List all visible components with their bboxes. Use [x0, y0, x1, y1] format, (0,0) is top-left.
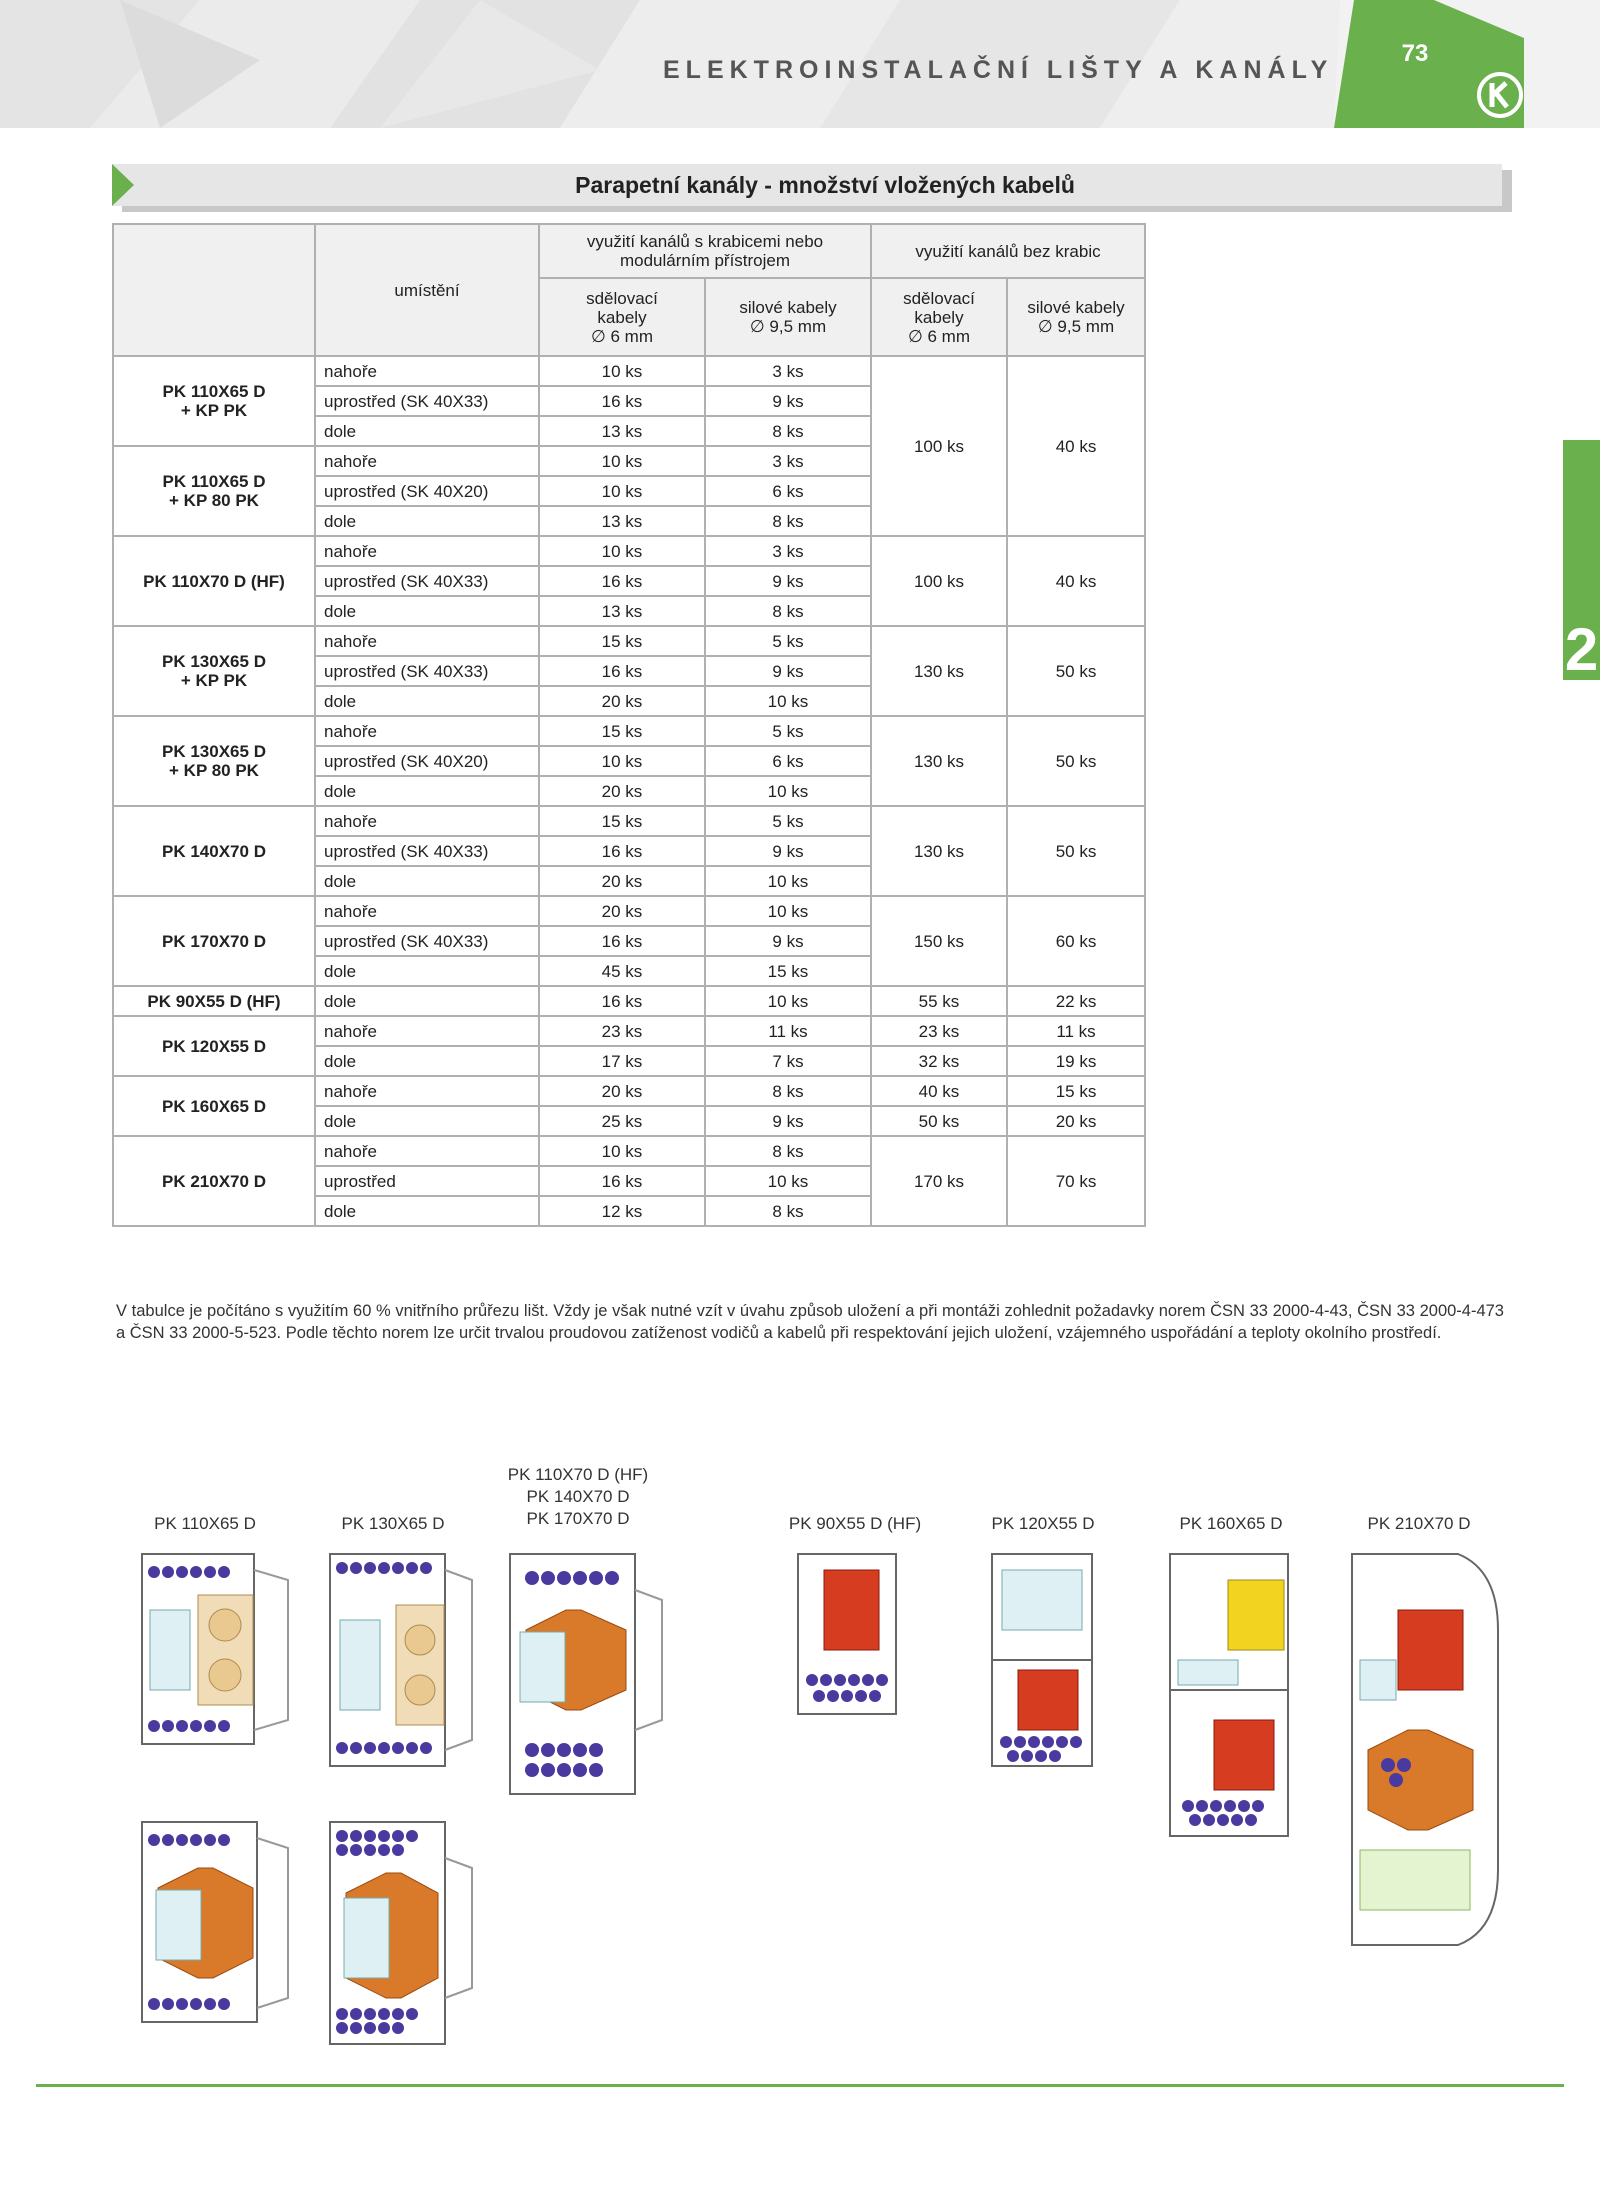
product-cell: PK 130X65 D + KP 80 PK: [113, 716, 315, 806]
position-cell: nahoře: [315, 1076, 539, 1106]
product-cell: PK 110X65 D + KP 80 PK: [113, 446, 315, 536]
position-cell: nahoře: [315, 896, 539, 926]
table-row: [113, 716, 1145, 746]
position-cell: nahoře: [315, 1136, 539, 1166]
power-cell: 6 ks: [705, 746, 871, 776]
diagram-label: PK 130X65 D: [341, 1514, 445, 1533]
header-signal-cables-nobox: sdělovací kabely ∅ 6 mm: [871, 278, 1007, 356]
signal-cell: 20 ks: [539, 866, 705, 896]
nobox-signal-cell: 170 ks: [871, 1136, 1007, 1226]
duct-cross-section-pk110x70: [506, 1550, 666, 1800]
signal-cell: 13 ks: [539, 596, 705, 626]
signal-cell: 15 ks: [539, 716, 705, 746]
power-cell: 5 ks: [705, 626, 871, 656]
table-row: [113, 626, 1145, 656]
signal-cell: 13 ks: [539, 506, 705, 536]
power-cell: 3 ks: [705, 536, 871, 566]
nobox-power-cell: 15 ks: [1007, 1076, 1145, 1106]
nobox-signal-cell: 100 ks: [871, 536, 1007, 626]
nobox-power-cell: 70 ks: [1007, 1136, 1145, 1226]
header-title: ELEKTROINSTALAČNÍ LIŠTY A KANÁLY: [663, 56, 1334, 84]
diagram-label: PK 160X65 D: [1179, 1514, 1283, 1533]
position-cell: nahoře: [315, 356, 539, 386]
nobox-signal-cell: 150 ks: [871, 896, 1007, 986]
signal-cell: 10 ks: [539, 1136, 705, 1166]
position-cell: dole: [315, 686, 539, 716]
duct-cross-section-pk110x65-kp80: [138, 1818, 293, 2028]
signal-cell: 15 ks: [539, 626, 705, 656]
position-cell: nahoře: [315, 626, 539, 656]
nobox-signal-cell: 100 ks: [871, 356, 1007, 536]
position-cell: uprostřed (SK 40X33): [315, 836, 539, 866]
position-cell: uprostřed (SK 40X20): [315, 746, 539, 776]
duct-cross-section-pk90x55: [794, 1550, 904, 1720]
signal-cell: 16 ks: [539, 566, 705, 596]
diagram-label: PK 110X65 D: [154, 1514, 256, 1533]
product-cell: PK 120X55 D: [113, 1016, 315, 1076]
power-cell: 10 ks: [705, 1166, 871, 1196]
position-cell: nahoře: [315, 806, 539, 836]
power-cell: 10 ks: [705, 776, 871, 806]
footer-divider: [36, 2084, 1564, 2087]
table-header-corner: [113, 224, 315, 356]
product-cell: PK 160X65 D: [113, 1076, 315, 1136]
power-cell: 9 ks: [705, 386, 871, 416]
signal-cell: 10 ks: [539, 746, 705, 776]
position-cell: dole: [315, 416, 539, 446]
signal-cell: 23 ks: [539, 1016, 705, 1046]
power-cell: 8 ks: [705, 1076, 871, 1106]
nobox-signal-cell: 130 ks: [871, 626, 1007, 716]
nobox-signal-cell: 23 ks: [871, 1016, 1007, 1046]
power-cell: 8 ks: [705, 416, 871, 446]
page-number: 73: [1401, 40, 1429, 67]
power-cell: 9 ks: [705, 836, 871, 866]
table-row: [113, 536, 1145, 566]
nobox-signal-cell: 130 ks: [871, 716, 1007, 806]
power-cell: 5 ks: [705, 716, 871, 746]
nobox-signal-cell: 55 ks: [871, 986, 1007, 1016]
table-header-row: [113, 224, 1145, 278]
chapter-number: 2: [1564, 616, 1599, 683]
power-cell: 5 ks: [705, 806, 871, 836]
signal-cell: 10 ks: [539, 446, 705, 476]
power-cell: 6 ks: [705, 476, 871, 506]
nobox-power-cell: 60 ks: [1007, 896, 1145, 986]
table-row: [113, 896, 1145, 926]
header-power-cables: silové kabely ∅ 9,5 mm: [705, 278, 871, 356]
nobox-signal-cell: 50 ks: [871, 1106, 1007, 1136]
power-cell: 8 ks: [705, 596, 871, 626]
signal-cell: 16 ks: [539, 836, 705, 866]
header-group-with-boxes: využití kanálů s krabicemi nebo modulárním přístrojem: [539, 224, 871, 278]
position-cell: dole: [315, 866, 539, 896]
position-cell: dole: [315, 596, 539, 626]
nobox-power-cell: 20 ks: [1007, 1106, 1145, 1136]
position-cell: dole: [315, 956, 539, 986]
product-cell: PK 130X65 D + KP PK: [113, 626, 315, 716]
signal-cell: 12 ks: [539, 1196, 705, 1226]
signal-cell: 25 ks: [539, 1106, 705, 1136]
nobox-signal-cell: 40 ks: [871, 1076, 1007, 1106]
duct-cross-section-pk130x65-kp: [326, 1550, 476, 1770]
position-cell: uprostřed (SK 40X33): [315, 386, 539, 416]
position-cell: dole: [315, 986, 539, 1016]
section-title: Parapetní kanály - množství vložených kabelů: [575, 172, 1075, 198]
table-row: [113, 1076, 1145, 1106]
table-row: [113, 1136, 1145, 1166]
power-cell: 10 ks: [705, 686, 871, 716]
nobox-power-cell: 22 ks: [1007, 986, 1145, 1016]
signal-cell: 17 ks: [539, 1046, 705, 1076]
duct-cross-section-pk110x65-kp: [138, 1550, 293, 1750]
signal-cell: 16 ks: [539, 986, 705, 1016]
header-group-without-boxes: využití kanálů bez krabic: [871, 224, 1145, 278]
duct-cross-section-pk120x55: [988, 1550, 1098, 1770]
signal-cell: 16 ks: [539, 656, 705, 686]
power-cell: 9 ks: [705, 656, 871, 686]
duct-cross-section-pk130x65-kp80: [326, 1818, 476, 2048]
position-cell: dole: [315, 776, 539, 806]
position-cell: dole: [315, 1196, 539, 1226]
nobox-signal-cell: 32 ks: [871, 1046, 1007, 1076]
position-cell: uprostřed (SK 40X20): [315, 476, 539, 506]
power-cell: 9 ks: [705, 1106, 871, 1136]
diagram-label: PK 120X55 D: [991, 1514, 1095, 1533]
power-cell: 11 ks: [705, 1016, 871, 1046]
diagram-label: PK 90X55 D (HF): [788, 1514, 922, 1533]
position-cell: nahoře: [315, 446, 539, 476]
power-cell: 9 ks: [705, 926, 871, 956]
position-cell: dole: [315, 1046, 539, 1076]
brand-logo-icon: [1475, 70, 1525, 120]
nobox-power-cell: 40 ks: [1007, 356, 1145, 536]
signal-cell: 10 ks: [539, 536, 705, 566]
cable-capacity-table: [112, 223, 1146, 1227]
signal-cell: 10 ks: [539, 476, 705, 506]
nobox-power-cell: 50 ks: [1007, 716, 1145, 806]
nobox-power-cell: 19 ks: [1007, 1046, 1145, 1076]
position-cell: nahoře: [315, 716, 539, 746]
signal-cell: 20 ks: [539, 896, 705, 926]
signal-cell: 16 ks: [539, 1166, 705, 1196]
diagram-label: PK 110X70 D (HF) PK 140X70 D PK 170X70 D: [507, 1465, 649, 1528]
power-cell: 15 ks: [705, 956, 871, 986]
position-cell: uprostřed: [315, 1166, 539, 1196]
table-row: [113, 986, 1145, 1016]
duct-cross-section-pk210x70: [1348, 1550, 1508, 1950]
signal-cell: 10 ks: [539, 356, 705, 386]
product-cell: PK 110X70 D (HF): [113, 536, 315, 626]
power-cell: 8 ks: [705, 1136, 871, 1166]
signal-cell: 15 ks: [539, 806, 705, 836]
position-cell: uprostřed (SK 40X33): [315, 926, 539, 956]
nobox-signal-cell: 130 ks: [871, 806, 1007, 896]
signal-cell: 16 ks: [539, 926, 705, 956]
power-cell: 10 ks: [705, 866, 871, 896]
product-cell: PK 140X70 D: [113, 806, 315, 896]
signal-cell: 16 ks: [539, 386, 705, 416]
header-position: umístění: [315, 224, 539, 356]
diagram-label: PK 210X70 D: [1367, 1514, 1471, 1533]
position-cell: dole: [315, 1106, 539, 1136]
nobox-power-cell: 50 ks: [1007, 806, 1145, 896]
power-cell: 9 ks: [705, 566, 871, 596]
power-cell: 8 ks: [705, 1196, 871, 1226]
duct-cross-section-pk160x65: [1166, 1550, 1296, 1840]
position-cell: uprostřed (SK 40X33): [315, 566, 539, 596]
header-power-cables-nobox: silové kabely ∅ 9,5 mm: [1007, 278, 1145, 356]
product-cell: PK 90X55 D (HF): [113, 986, 315, 1016]
nobox-power-cell: 50 ks: [1007, 626, 1145, 716]
table-note: V tabulce je počítáno s využitím 60 % vnitřního průřezu lišt. Vždy je však nutné vzít v úvahu způsob uložení a při montáži zohlednit požadavky norem ČSN 33 2000-4-43, ČSN 33 2000-4-473 a ČSN 33 2000-5-523. Podle těchto norem lze určit trvalou proudovou zatíženost vodičů a kabelů při respektování jejich uložení, vzájemného uspořádání a teploty okolního prostředí.: [116, 1302, 1504, 1342]
header-signal-cables: sdělovací kabely ∅ 6 mm: [539, 278, 705, 356]
position-cell: uprostřed (SK 40X33): [315, 656, 539, 686]
power-cell: 3 ks: [705, 446, 871, 476]
signal-cell: 20 ks: [539, 776, 705, 806]
power-cell: 8 ks: [705, 506, 871, 536]
power-cell: 10 ks: [705, 986, 871, 1016]
signal-cell: 45 ks: [539, 956, 705, 986]
position-cell: nahoře: [315, 536, 539, 566]
table-row: [113, 806, 1145, 836]
power-cell: 3 ks: [705, 356, 871, 386]
table-row: [113, 356, 1145, 386]
table-row: [113, 1016, 1145, 1046]
product-cell: PK 170X70 D: [113, 896, 315, 986]
nobox-power-cell: 11 ks: [1007, 1016, 1145, 1046]
position-cell: nahoře: [315, 1016, 539, 1046]
nobox-power-cell: 40 ks: [1007, 536, 1145, 626]
position-cell: dole: [315, 506, 539, 536]
product-cell: PK 210X70 D: [113, 1136, 315, 1226]
signal-cell: 20 ks: [539, 686, 705, 716]
product-cell: PK 110X65 D + KP PK: [113, 356, 315, 446]
signal-cell: 20 ks: [539, 1076, 705, 1106]
power-cell: 10 ks: [705, 896, 871, 926]
signal-cell: 13 ks: [539, 416, 705, 446]
power-cell: 7 ks: [705, 1046, 871, 1076]
